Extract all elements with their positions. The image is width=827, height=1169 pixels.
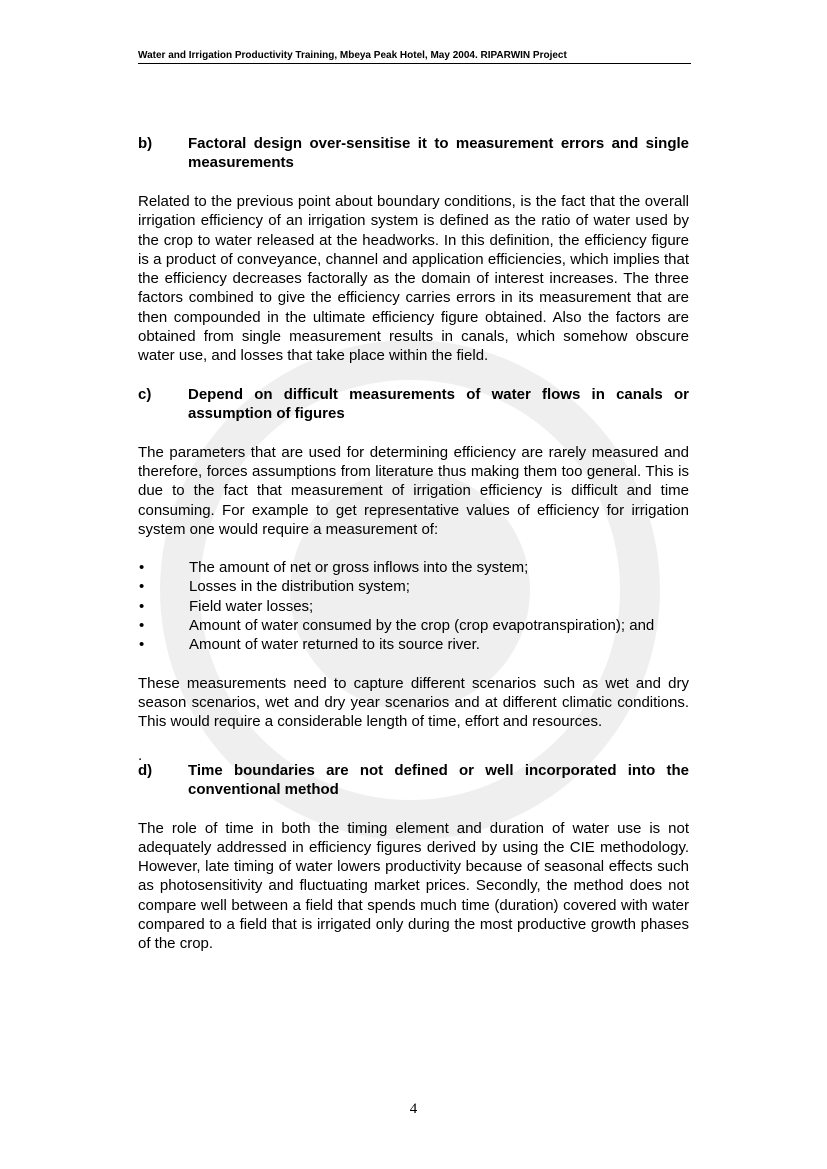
section-b-heading: [138, 134, 689, 172]
section-b-paragraph: Related to the previous point about boundary conditions, is the fact that the overall irrigation efficiency of an irrigation system is defined as the ratio of water used by the crop to water released at the headworks. In this definition, the efficiency figure is a product of conveyance, channel and application efficiencies, which implies that the efficiency decreases factorally as the domain of interest increases. The three factors combined to give the efficiency carries errors in its measurement that are then compounded in the ultimate efficiency figure obtained. Also the factors are obtained from single measurement results in canals, which somehow obscure water use, and losses that take place within the field.: [138, 193, 689, 365]
list-item: • Amount of water consumed by the crop (crop evapotranspiration); and: [139, 617, 655, 635]
list-item: • Amount of water returned to its source river.: [139, 636, 480, 654]
section-d-title: Time boundaries are not defined or well incorporated into the conventional method: [188, 761, 689, 798]
section-c-paragraph: The parameters that are used for determining efficiency are rarely measured and therefore, forces assumptions from literature thus making them too general. This is due to the fact that measurement of irrigation efficiency is difficult and time consuming. For example to get representative values of efficiency for irrigation system one would require a measurement of:: [138, 443, 689, 538]
bullet-icon: •: [139, 559, 145, 577]
section-c-paragraph-2: These measurements need to capture different scenarios such as wet and dry season scenarios, wet and dry year scenarios and at different climatic conditions. This would require a considerable length of time, effort and resources.: [138, 674, 689, 731]
list-item: • Losses in the distribution system;: [139, 578, 410, 596]
page-number: 4: [409, 1101, 418, 1117]
list-item: • Field water losses;: [139, 597, 314, 615]
measurement-list: [138, 558, 689, 654]
section-c-heading: [138, 385, 689, 423]
stray-period: .: [138, 746, 143, 764]
section-b-title: Factoral design over-sensitise it to measurement errors and single measurements: [188, 135, 689, 171]
section-c-label: c): [138, 385, 152, 403]
bullet-icon: •: [139, 636, 145, 654]
bullet-icon: •: [139, 617, 145, 635]
section-d-label: d): [138, 761, 153, 779]
running-header: Water and Irrigation Productivity Training, Mbeya Peak Hotel, May 2004. RIPARWIN Project: [138, 49, 691, 64]
list-item: • The amount of net or gross inflows into the system;: [139, 559, 529, 577]
section-b-label: b): [138, 135, 153, 152]
bullet-icon: •: [139, 597, 145, 615]
bullet-icon: •: [139, 578, 145, 596]
section-d-heading: [138, 761, 689, 799]
section-c-title: Depend on difficult measurements of water flows in canals or assumption of figures: [188, 385, 689, 422]
section-d-paragraph: The role of time in both the timing element and duration of water use is not adequately addressed in efficiency figures derived by using the CIE methodology. However, late timing of water lowers productivity because of seasonal effects such as photosensitivity and fluctuating market prices. Secondly, the method does not compare well between a field that spends much time (duration) covered with water compared to a field that is irrigated only during the most productive growth phases of the crop.: [138, 819, 689, 953]
page-content: [138, 134, 689, 954]
